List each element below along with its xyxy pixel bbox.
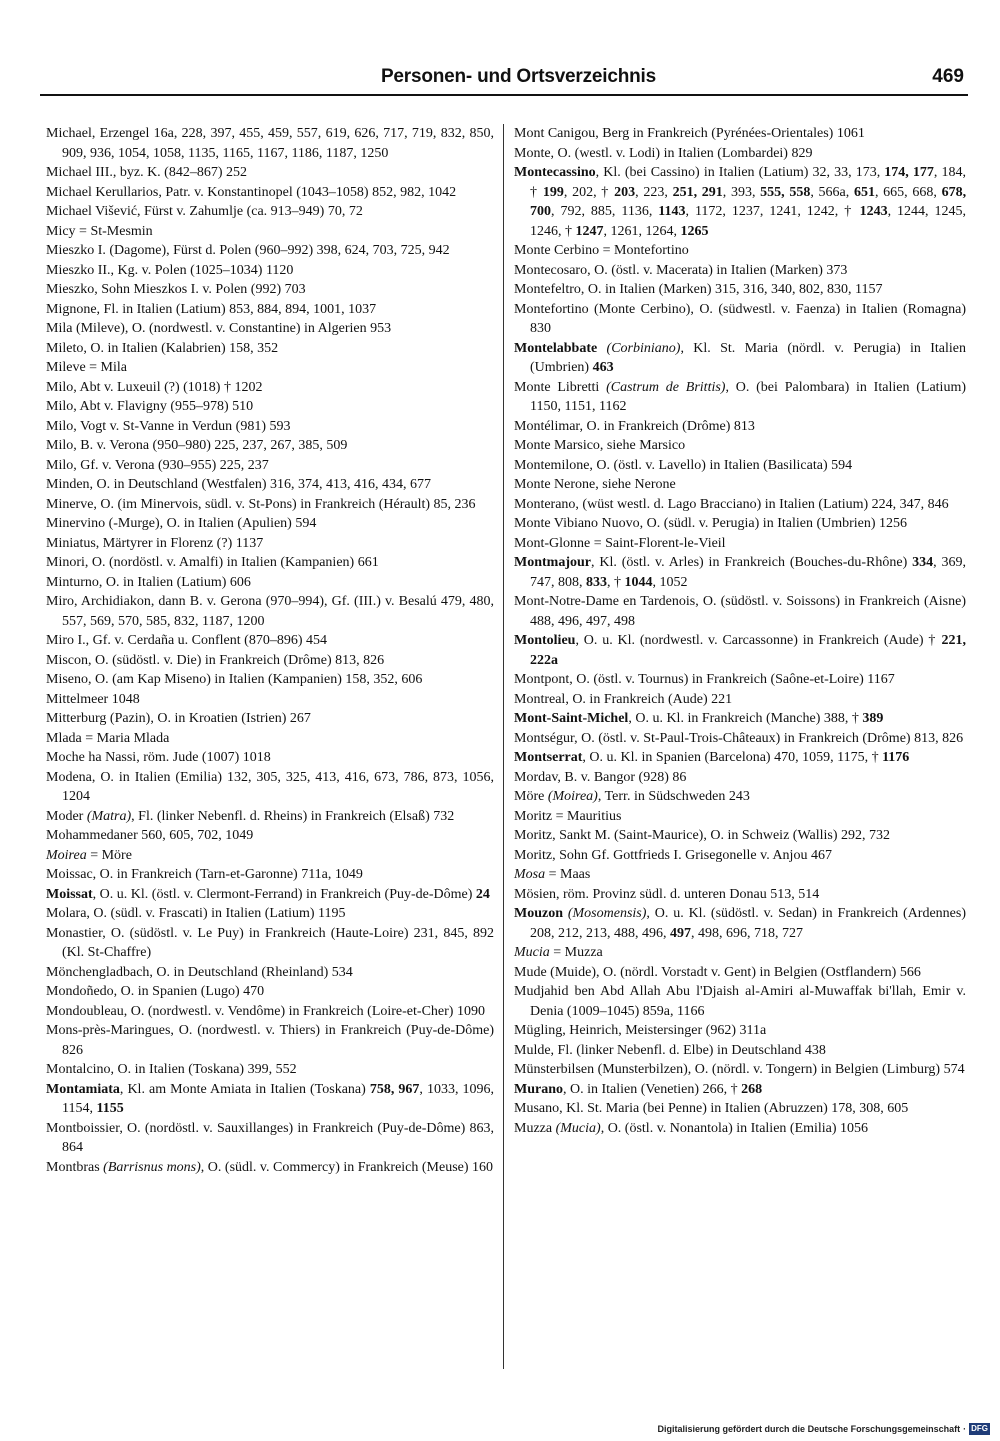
- index-entry-text: Mitterburg (Pazin), O. in Kroatien (Istrien) 267: [46, 711, 311, 726]
- index-entry-text: , 202, †: [563, 184, 615, 200]
- index-entry-text: , O. in Italien (Venetien) 266, †: [563, 1081, 742, 1097]
- index-entry-text: Milo, Abt v. Flavigny (955–978) 510: [46, 399, 254, 414]
- index-entry-text: Moissac, O. in Frankreich (Tarn-et-Garonne) 711a, 1049: [46, 867, 363, 882]
- index-entry-text: Montolieu: [514, 633, 576, 648]
- index-entry: [46, 261, 494, 281]
- index-entry-text: Mouzon: [514, 906, 563, 921]
- index-entry-text: Moche ha Nassi, röm. Jude (1007) 1018: [46, 750, 271, 765]
- index-entry-text: 1265: [680, 223, 709, 239]
- index-entry: [46, 1119, 494, 1158]
- index-entry-text: Mügling, Heinrich, Meistersinger (962) 311a: [514, 1023, 767, 1038]
- index-entry-text: , 566a,: [810, 184, 854, 200]
- index-entry-text: Muzza: [514, 1120, 556, 1136]
- index-entry-text: Musano, Kl. St. Maria (bei Penne) in Italien (Abruzzen) 178, 308, 605: [514, 1101, 909, 1116]
- index-entry-text: 251, 291: [672, 184, 723, 200]
- index-entry: [514, 163, 966, 241]
- index-entry: [46, 300, 494, 320]
- index-entry: [46, 417, 494, 437]
- index-entry-text: , O. u. Kl. (östl. v. Clermont-Ferrand) in Frankreich (Puy-de-Dôme): [92, 886, 476, 902]
- index-entry-text: 1155: [96, 1101, 124, 1116]
- index-entry-text: , Kl. (östl. v. Arles) in Frankreich (Bouches-du-Rhône): [591, 555, 913, 570]
- index-entry-text: Montségur, O. (östl. v. St-Paul-Trois-Châteaux) in Frankreich (Drôme) 813, 826: [514, 730, 964, 746]
- index-entry: [46, 826, 494, 846]
- page-title: Personen- und Ortsverzeichnis: [380, 66, 656, 87]
- index-entry-text: , O. (südl. v. Commercy) in Frankreich (Meuse) 160: [200, 1159, 494, 1175]
- index-entry-text: Minturno, O. in Italien (Latium) 606: [46, 574, 251, 590]
- index-entry-text: (Matra): [86, 808, 132, 824]
- index-entry-text: , 223,: [635, 184, 673, 200]
- index-entry-text: Mudjahid ben Abd Allah Abu l'Djaish al-Amiri al-Muwaffak bi'llah, Emir v. Denia (1009–1045) 859a, 1166: [514, 984, 966, 1019]
- index-entry-text: Mordav, B. v. Bangor (928) 86: [514, 769, 687, 785]
- index-entry-text: Minori, O. (nordöstl. v. Amalfi) in Italien (Kampanien) 661: [46, 555, 379, 570]
- index-entry-text: Minerve, O. (im Minervois, südl. v. St-Pons) in Frankreich (Hérault) 85, 236: [46, 496, 476, 512]
- index-entry-text: Montamiata: [46, 1081, 120, 1097]
- index-entry-text: Mont-Glonne = Saint-Florent-le-Vieil: [514, 535, 726, 551]
- index-entry: [46, 904, 494, 924]
- index-entry-text: Mont Canigou, Berg in Frankreich (Pyrénées-Orientales) 1061: [514, 126, 865, 141]
- index-entry-text: , Kl. (bei Cassino) in Italien (Latium) 32, 33, 173,: [595, 165, 885, 180]
- page-number: 469: [932, 66, 964, 87]
- index-entry-text: Michael Višević, Fürst v. Zahumlje (ca. 913–949) 70, 72: [46, 204, 363, 219]
- index-entry-text: Miro, Archidiakon, dann B. v. Gerona (970–994), Gf. (III.) v. Besalú 479, 480, 557, 569, 570, 585, 832, 1187, 1200: [46, 594, 494, 629]
- index-entry-text: , 1244, 1245, 1246, †: [530, 204, 967, 239]
- index-entry: [46, 495, 494, 515]
- index-entry-text: = Maas: [545, 867, 591, 882]
- index-entry-text: (Mosomensis): [567, 906, 647, 921]
- index-entry-text: = Muzza: [549, 945, 603, 960]
- index-entry: [46, 592, 494, 631]
- index-entry-text: Montalcino, O. in Italien (Toskana) 399, 552: [46, 1062, 297, 1077]
- index-entry-text: Moissat: [46, 886, 93, 902]
- index-entry-text: Mondoubleau, O. (nordwestl. v. Vendôme) in Frankreich (Loire-et-Cher) 1090: [46, 1003, 485, 1019]
- index-entry: [46, 1080, 494, 1119]
- index-entry-text: Montpont, O. (östl. v. Tournus) in Frankreich (Saône-et-Loire) 1167: [514, 672, 895, 687]
- index-entry-text: Mlada = Maria Mlada: [46, 730, 170, 746]
- index-entry-text: Mignone, Fl. in Italien (Latium) 853, 884, 894, 1001, 1037: [46, 301, 377, 317]
- index-entry-text: , 1261, 1264,: [603, 223, 681, 239]
- index-entry-text: Michael, Erzengel 16a, 228, 397, 455, 459, 557, 619, 626, 717, 719, 832, 850, 909, 936, 1054, 1058, 1135, 1165, 1167, 1186, 1187, 1250: [46, 126, 494, 161]
- index-entry-text: , O. (bei Palombara) in Italien (Latium) 1150, 1151, 1162: [530, 379, 966, 414]
- index-column-left: [46, 124, 494, 1177]
- index-entry-text: 199: [542, 184, 564, 200]
- index-entry: [514, 670, 966, 690]
- index-entry-text: Mons-près-Maringues, O. (nordwestl. v. Thiers) in Frankreich (Puy-de-Dôme) 826: [46, 1023, 494, 1058]
- column-divider: [503, 124, 504, 1369]
- index-entry-text: Montefeltro, O. in Italien (Marken) 315, 316, 340, 802, 830, 1157: [514, 282, 883, 297]
- index-entry: [46, 553, 494, 573]
- index-entry-text: , 1052: [652, 574, 688, 590]
- index-entry-text: Mittelmeer 1048: [46, 691, 140, 707]
- index-entry: [514, 1021, 966, 1041]
- index-entry-text: Michael III., byz. K. (842–867) 252: [46, 165, 248, 180]
- index-entry-text: , O. u. Kl. in Frankreich (Manche) 388, †: [628, 711, 863, 726]
- index-entry-text: Montélimar, O. in Frankreich (Drôme) 813: [514, 418, 755, 434]
- footer-text: Digitalisierung gefördert durch die Deutsche Forschungsgemeinschaft: [657, 1424, 961, 1434]
- index-entry-text: Moritz, Sohn Gf. Gottfrieds I. Grisegonelle v. Anjou 467: [514, 847, 832, 863]
- index-entry-text: 24: [475, 886, 490, 902]
- index-entry: [514, 885, 966, 905]
- index-entry-text: Mönchengladbach, O. in Deutschland (Rheinland) 534: [46, 964, 353, 980]
- index-entry: [46, 202, 494, 222]
- index-entry-text: Montefortino (Monte Cerbino), O. (südwestl. v. Faenza) in Italien (Romagna) 830: [514, 301, 966, 336]
- index-entry-text: Murano: [514, 1081, 563, 1097]
- index-entry: [46, 183, 494, 203]
- index-entry-text: Mohammedaner 560, 605, 702, 1049: [46, 828, 254, 843]
- index-entry: [46, 319, 494, 339]
- index-entry-text: Miro I., Gf. v. Cerdaña u. Conflent (870–896) 454: [46, 633, 327, 648]
- index-entry-text: = Möre: [86, 847, 132, 863]
- index-entry-text: (Moirea): [547, 789, 598, 804]
- index-entry: [46, 358, 494, 378]
- index-entry: [514, 553, 966, 592]
- index-entry-text: (Corbiniano): [606, 340, 681, 356]
- index-entry: [46, 631, 494, 651]
- index-entry: [46, 124, 494, 163]
- index-entry: [46, 865, 494, 885]
- index-entry-text: Montreal, O. in Frankreich (Aude) 221: [514, 691, 733, 707]
- index-entry-text: Monte, O. (westl. v. Lodi) in Italien (Lombardei) 829: [514, 145, 813, 161]
- index-entry-text: , 792, 885, 1136,: [551, 204, 659, 219]
- index-entry: [514, 846, 966, 866]
- index-entry: [46, 514, 494, 534]
- index-entry: [514, 709, 966, 729]
- index-entry: [514, 943, 966, 963]
- index-entry-text: Mondoñedo, O. in Spanien (Lugo) 470: [46, 984, 265, 999]
- index-entry: [514, 261, 966, 281]
- index-entry: [46, 163, 494, 183]
- index-entry: [46, 1060, 494, 1080]
- index-entry-text: 497: [670, 925, 691, 941]
- index-entry-text: Milo, B. v. Verona (950–980) 225, 237, 267, 385, 509: [46, 438, 348, 453]
- index-entry: [514, 748, 966, 768]
- index-entry-text: Mucia: [514, 945, 550, 960]
- index-entry: [46, 924, 494, 963]
- index-entry: [514, 690, 966, 710]
- index-entry-text: 651: [853, 184, 875, 200]
- index-entry-text: 203: [614, 184, 636, 200]
- index-entry: [46, 690, 494, 710]
- index-entry-text: Mieszko I. (Dagome), Fürst d. Polen (960–992) 398, 624, 703, 725, 942: [46, 243, 450, 258]
- index-entry-text: (Barrisnus mons): [103, 1159, 201, 1175]
- index-entry: [514, 456, 966, 476]
- index-entry-text: , 665, 668,: [874, 184, 942, 200]
- index-entry: [46, 280, 494, 300]
- index-entry: [514, 807, 966, 827]
- index-entry-text: 1243: [859, 204, 888, 219]
- index-entry: [46, 1002, 494, 1022]
- index-entry: [514, 768, 966, 788]
- index-entry-text: 758, 967: [369, 1081, 420, 1097]
- index-entry-text: 1143: [658, 204, 686, 219]
- index-entry-text: , 498, 696, 718, 727: [691, 925, 803, 941]
- index-entry-text: Moder: [46, 808, 87, 824]
- index-entry-text: Mosa: [514, 867, 546, 882]
- index-entry-text: [597, 341, 606, 356]
- index-entry: [46, 1158, 494, 1178]
- index-entry-text: Milo, Vogt v. St-Vanne in Verdun (981) 593: [46, 418, 291, 434]
- index-entry: [514, 787, 966, 807]
- index-entry-text: 678, 700: [530, 184, 967, 219]
- index-entry: [46, 846, 494, 866]
- index-entry: [46, 1021, 494, 1060]
- index-entry-text: Montserrat: [514, 750, 583, 765]
- index-entry-text: Mileve = Mila: [46, 360, 127, 375]
- index-entry: [514, 865, 966, 885]
- index-entry: [46, 222, 494, 242]
- index-entry-text: Montemilone, O. (östl. v. Lavello) in Italien (Basilicata) 594: [514, 457, 853, 473]
- index-entry-text: Moirea: [46, 847, 87, 863]
- index-entry-text: Mösien, röm. Provinz südl. d. unteren Donau 513, 514: [514, 886, 820, 902]
- index-entry: [514, 963, 966, 983]
- index-entry: [514, 904, 966, 943]
- index-column-right: [514, 124, 966, 1138]
- index-entry-text: Montelabbate: [514, 340, 598, 356]
- index-entry-text: Michael Kerullarios, Patr. v. Konstantinopel (1043–1058) 852, 982, 1042: [46, 184, 457, 200]
- index-entry: [46, 378, 494, 398]
- index-entry: [514, 339, 966, 378]
- index-entry: [46, 534, 494, 554]
- index-entry: [514, 826, 966, 846]
- index-entry-text: 389: [862, 711, 884, 726]
- index-entry-text: , 184, †: [530, 165, 967, 200]
- index-entry: [514, 417, 966, 437]
- index-entry: [46, 241, 494, 261]
- index-entry: [514, 514, 966, 534]
- index-entry-text: Molara, O. (südl. v. Frascati) in Italien (Latium) 1195: [46, 906, 346, 921]
- index-entry-text: Monterano, (wüst westl. d. Lago Bracciano) in Italien (Latium) 224, 347, 846: [514, 496, 949, 512]
- index-entry: [514, 1119, 966, 1139]
- index-entry: [46, 709, 494, 729]
- index-entry-text: Miseno, O. (am Kap Miseno) in Italien (Kampanien) 158, 352, 606: [46, 672, 423, 687]
- index-entry: [46, 885, 494, 905]
- index-entry-text: Mont-Notre-Dame en Tardenois, O. (südöstl. v. Soissons) in Frankreich (Aisne) 488, 496, 497, 498: [514, 594, 966, 629]
- index-entry: [46, 475, 494, 495]
- index-entry: [514, 475, 966, 495]
- index-entry-text: Montboissier, O. (nordöstl. v. Sauxillanges) in Frankreich (Puy-de-Dôme) 863, 864: [46, 1120, 494, 1155]
- index-entry-text: Mila (Mileve), O. (nordwestl. v. Constantine) in Algerien 953: [46, 321, 392, 336]
- index-entry: [46, 573, 494, 593]
- index-entry: [514, 1041, 966, 1061]
- index-entry-text: Mont-Saint-Michel: [514, 711, 629, 726]
- index-entry-text: 221, 222a: [530, 633, 966, 668]
- index-entry: [514, 124, 966, 144]
- index-entry-text: , †: [607, 574, 625, 590]
- index-entry-text: Montecosaro, O. (östl. v. Macerata) in Italien (Marken) 373: [514, 262, 848, 278]
- index-entry-text: , Kl. St. Maria (nördl. v. Perugia) in Italien (Umbrien): [530, 340, 967, 375]
- index-entry-text: Monte Nerone, siehe Nerone: [514, 477, 676, 492]
- index-entry-text: Monastier, O. (südöstl. v. Le Puy) in Frankreich (Haute-Loire) 231, 845, 892 (Kl. St-Chaffre): [46, 925, 494, 960]
- index-entry: [46, 456, 494, 476]
- index-entry: [514, 1060, 966, 1080]
- index-entry: [514, 495, 966, 515]
- index-entry-text: , Terr. in Südschweden 243: [597, 789, 750, 804]
- index-entry-text: Montmajour: [514, 555, 591, 570]
- index-entry-text: Montecassino: [514, 165, 596, 180]
- index-entry: [46, 397, 494, 417]
- index-entry-text: Mieszko, Sohn Mieszkos I. v. Polen (992) 703: [46, 282, 306, 297]
- dfg-logo-icon: DFG: [971, 1424, 988, 1433]
- index-entry-text: Miscon, O. (südöstl. v. Die) in Frankreich (Drôme) 813, 826: [46, 652, 385, 668]
- page-header: [40, 66, 968, 96]
- index-entry-text: Micy = St-Mesmin: [46, 223, 153, 239]
- index-entry: [46, 729, 494, 749]
- index-entry-text: , O. u. Kl. (nordwestl. v. Carcassonne) in Frankreich (Aude) †: [575, 633, 942, 648]
- index-entry: [46, 748, 494, 768]
- index-entry-text: Mude (Muide), O. (nördl. Vorstadt v. Gent) in Belgien (Ostflandern) 566: [514, 964, 921, 980]
- index-entry-text: , O. u. Kl. (südöstl. v. Sedan) in Frankreich (Ardennes) 208, 212, 213, 488, 496,: [530, 906, 967, 941]
- index-entry-text: Mulde, Fl. (linker Nebenfl. d. Elbe) in Deutschland 438: [514, 1042, 826, 1058]
- index-entry: [46, 436, 494, 456]
- index-entry-text: 833: [586, 574, 607, 590]
- index-entry-text: Mileto, O. in Italien (Kalabrien) 158, 352: [46, 340, 279, 356]
- index-entry-text: 555, 558: [760, 184, 811, 200]
- index-entry-text: Milo, Abt v. Luxeuil (?) (1018) † 1202: [46, 379, 263, 395]
- index-entry-text: Moritz = Mauritius: [514, 808, 622, 824]
- index-entry-text: Monte Cerbino = Montefortino: [514, 243, 689, 258]
- index-entry: [514, 1099, 966, 1119]
- index-entry: [46, 670, 494, 690]
- index-entry: [46, 807, 494, 827]
- index-entry: [46, 982, 494, 1002]
- index-entry-text: , 1033, 1096, 1154,: [62, 1081, 495, 1116]
- index-entry-text: 1176: [882, 750, 910, 765]
- index-entry: [46, 768, 494, 807]
- index-entry: [514, 300, 966, 339]
- index-entry-text: Minden, O. in Deutschland (Westfalen) 316, 374, 413, 416, 434, 677: [46, 477, 431, 492]
- index-entry-text: , 1172, 1237, 1241, 1242, †: [685, 204, 860, 219]
- index-entry-text: , Kl. am Monte Amiata in Italien (Toskana): [119, 1081, 370, 1097]
- index-entry-text: Mieszko II., Kg. v. Polen (1025–1034) 1120: [46, 262, 294, 278]
- index-entry-text: (Castrum de Brittis): [606, 379, 726, 395]
- index-entry-text: , O. u. Kl. in Spanien (Barcelona) 470, 1059, 1175, †: [582, 750, 883, 765]
- index-entry-text: Monte Libretti: [514, 379, 607, 395]
- index-entry-text: , 393,: [722, 184, 761, 200]
- index-entry: [514, 436, 966, 456]
- index-entry-text: Minervino (-Murge), O. in Italien (Apulien) 594: [46, 516, 317, 531]
- index-entry-text: Möre: [514, 789, 548, 804]
- index-entry: [514, 729, 966, 749]
- index-entry: [514, 144, 966, 164]
- index-entry: [46, 651, 494, 671]
- index-entry-text: 174, 177: [884, 165, 934, 180]
- index-entry-text: 1247: [575, 223, 604, 239]
- index-entry-text: 334: [912, 555, 934, 570]
- index-entry: [514, 592, 966, 631]
- index-entry-text: (Mucia): [555, 1120, 601, 1136]
- index-entry: [514, 280, 966, 300]
- index-entry-text: Montbras: [46, 1159, 104, 1175]
- index-entry: [514, 241, 966, 261]
- index-entry-text: Miniatus, Märtyrer in Florenz (?) 1137: [46, 535, 264, 551]
- index-entry-text: 1044: [624, 574, 653, 590]
- index-entry: [514, 982, 966, 1021]
- index-entry-text: , 369, 747, 808,: [530, 555, 967, 590]
- index-entry: [514, 378, 966, 417]
- index-entry-text: 463: [592, 360, 614, 375]
- index-entry-text: Münsterbilsen (Munsterbilzen), O. (nördl. v. Tongern) in Belgien (Limburg) 574: [514, 1062, 965, 1077]
- index-entry: [46, 339, 494, 359]
- footer-credit: Digitalisierung gefördert durch die Deutsche Forschungsgemeinschaft · DFG: [657, 1424, 988, 1434]
- index-entry: [514, 1080, 966, 1100]
- index-entry: [46, 963, 494, 983]
- index-entry-text: Milo, Gf. v. Verona (930–955) 225, 237: [46, 457, 269, 473]
- index-entry: [514, 631, 966, 670]
- index-entry-text: , O. (östl. v. Nonantola) in Italien (Emilia) 1056: [600, 1120, 869, 1136]
- index-entry-text: , Fl. (linker Nebenfl. d. Rheins) in Frankreich (Elsaß) 732: [131, 808, 455, 824]
- index-entry-text: Monte Vibiano Nuovo, O. (südl. v. Perugia) in Italien (Umbrien) 1256: [514, 516, 908, 531]
- index-entry-text: Modena, O. in Italien (Emilia) 132, 305, 325, 413, 416, 673, 786, 873, 1056, 1204: [46, 769, 494, 804]
- index-entry-text: 268: [741, 1081, 763, 1097]
- index-entry: [514, 534, 966, 554]
- index-entry-text: Monte Marsico, siehe Marsico: [514, 438, 686, 453]
- index-entry-text: Moritz, Sankt M. (Saint-Maurice), O. in Schweiz (Wallis) 292, 732: [514, 828, 891, 843]
